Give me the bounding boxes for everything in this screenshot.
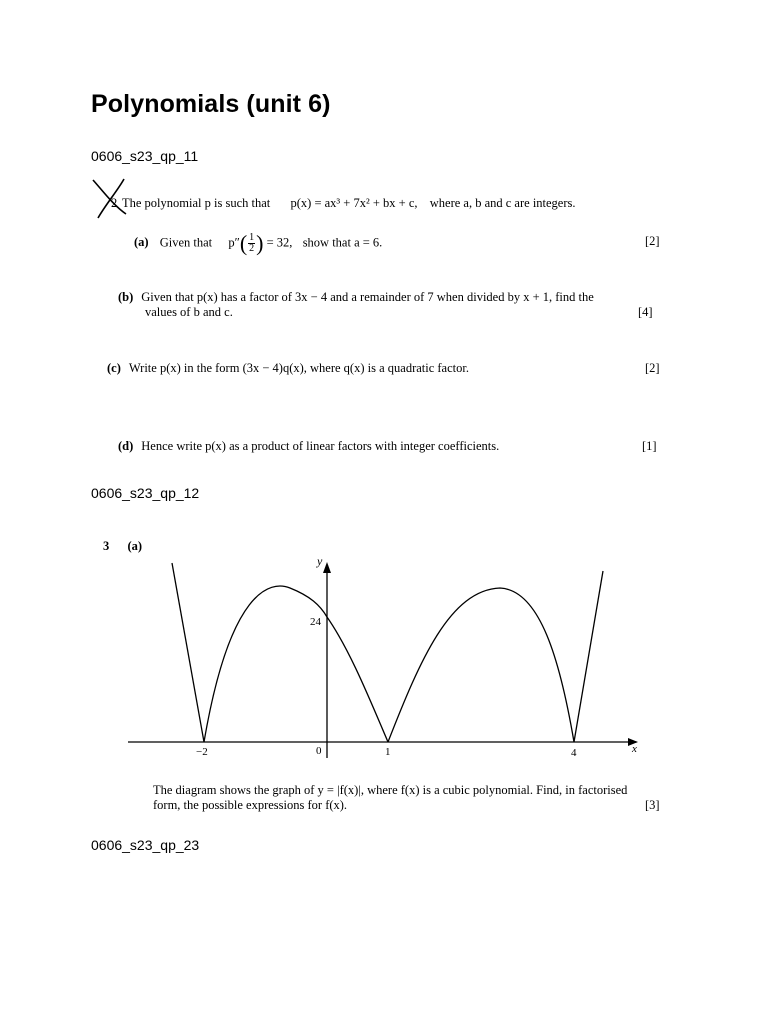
part-a-marks: [2] bbox=[645, 234, 660, 248]
paper-code: 0606_s23_qp_11 bbox=[91, 148, 199, 164]
x-axis-label: x bbox=[632, 743, 637, 755]
paper-code: 0606_s23_qp_12 bbox=[91, 485, 200, 501]
x-tick-label: −2 bbox=[196, 746, 208, 758]
question-3-line1: The diagram shows the graph of y = |f(x)|, where f(x) is a cubic polynomial. Find, in factorised bbox=[153, 783, 628, 797]
question-intro-suffix: where a, b and c are integers. bbox=[429, 196, 576, 210]
part-c-label: (c) bbox=[107, 361, 121, 375]
question-3-line2: form, the possible expressions for f(x). bbox=[153, 798, 348, 812]
curve-left-branch bbox=[172, 563, 204, 742]
curve-first-hump bbox=[204, 586, 388, 742]
y-intercept-label: 24 bbox=[310, 616, 321, 628]
part-b-line1 bbox=[118, 290, 594, 305]
part-a: (a) Given that p″( $\frac{1}{2}$ ) = 32, show that a = 6. bbox=[134, 230, 383, 256]
question-3-marks: [3] bbox=[645, 798, 660, 812]
part-b-line2: values of b and c. bbox=[145, 305, 233, 319]
part-c-marks: [2] bbox=[645, 361, 660, 375]
question-intro bbox=[122, 196, 576, 211]
part-d-marks: [1] bbox=[642, 439, 657, 453]
part-c bbox=[107, 361, 469, 376]
part-b-text: Given that p(x) has a factor of 3x − 4 and a remainder of 7 when divided by x + 1, find the bbox=[141, 290, 594, 304]
part-d bbox=[118, 439, 499, 454]
page-title: Polynomials (unit 6) bbox=[91, 90, 331, 118]
part-a-label: (a) bbox=[134, 235, 149, 250]
part-c-text: Write p(x) in the form (3x − 4)q(x), where q(x) is a quadratic factor. bbox=[128, 361, 469, 375]
curve-second-hump bbox=[388, 588, 574, 742]
paper-code: 0606_s23_qp_23 bbox=[91, 837, 200, 853]
part-d-text: Hence write p(x) as a product of linear factors with integer coefficients. bbox=[141, 439, 500, 453]
y-axis-arrowhead bbox=[323, 562, 331, 573]
x-tick-label: 4 bbox=[571, 747, 577, 759]
part-b-label: (b) bbox=[118, 290, 134, 304]
question-number: 3 bbox=[103, 539, 110, 553]
part-label: (a) bbox=[127, 539, 143, 553]
part-a-text-suffix: show that a = 6. bbox=[302, 235, 383, 250]
question-number: 2 bbox=[111, 196, 118, 210]
part-a-text-prefix: Given that bbox=[159, 235, 213, 250]
part-d-label: (d) bbox=[118, 439, 134, 453]
part-a-expr-lhs: p″ bbox=[228, 235, 240, 250]
part-a-expr-rhs: = 32, bbox=[266, 235, 293, 250]
question-intro-prefix: The polynomial p is such that bbox=[122, 196, 271, 210]
y-axis-label: y bbox=[317, 554, 323, 568]
graph-y-equals-abs-f bbox=[0, 540, 768, 770]
question-intro-expression: p(x) = ax³ + 7x² + bx + c, bbox=[290, 196, 418, 210]
fraction-one-half: $\frac{1}{2}$ bbox=[249, 232, 255, 254]
origin-label: 0 bbox=[316, 745, 322, 757]
curve-right-branch bbox=[574, 571, 603, 742]
part-b-marks: [4] bbox=[638, 305, 653, 319]
x-tick-label: 1 bbox=[385, 746, 391, 758]
